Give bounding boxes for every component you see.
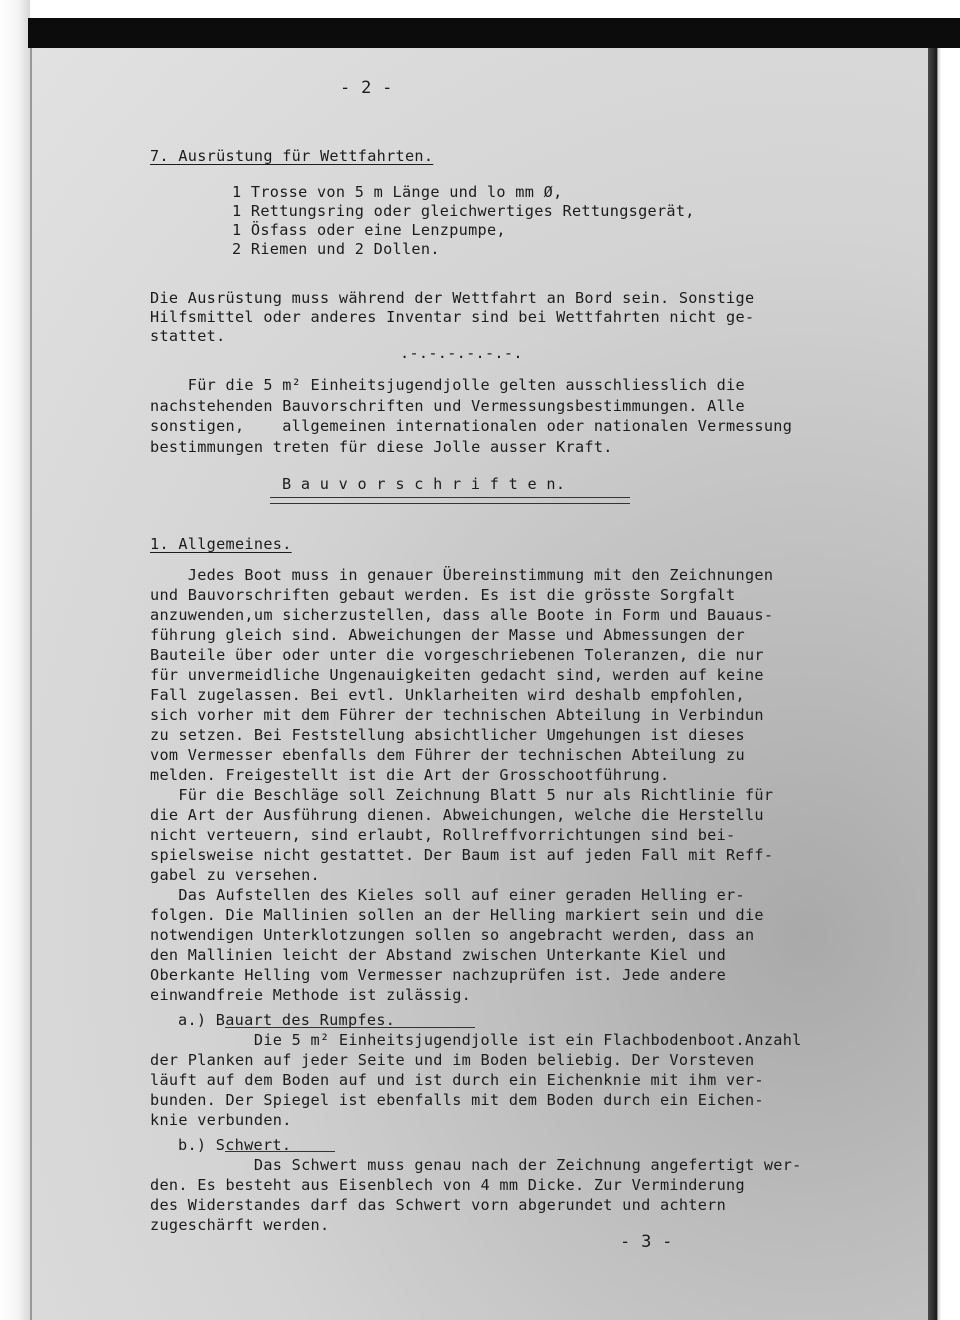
- sub-b-text-line: den. Es besteht aus Eisenblech von 4 mm Dicke. Zur Verminderung: [150, 1176, 745, 1194]
- sub-a-text-line: bunden. Der Spiegel ist ebenfalls mit dem Boden durch ein Eichen-: [150, 1091, 764, 1109]
- section-7-text-line: Hilfsmittel oder anderes Inventar sind bei Wettfahrten nicht ge-: [150, 308, 755, 326]
- section-1-text-line: Bauteile über oder unter die vorgeschriebenen Toleranzen, die nur: [150, 646, 764, 664]
- page-right-edge: [928, 36, 950, 1320]
- equipment-item: 1 Trosse von 5 m Länge und lo mm Ø,: [232, 183, 563, 201]
- fittings-text-line: gabel zu versehen.: [150, 866, 320, 884]
- section-1-text-line: melden. Freigestellt ist die Art der Grosschootführung.: [150, 766, 670, 784]
- equipment-item: 2 Riemen und 2 Dollen.: [232, 240, 440, 258]
- sub-a-text-line: Die 5 m² Einheitsjugendjolle ist ein Flachbodenboot.Anzahl: [150, 1031, 802, 1049]
- sub-a-text-line: der Planken auf jeder Seite und im Boden beliebig. Der Vorsteven: [150, 1051, 755, 1069]
- sub-a-text-line: läuft auf dem Boden auf und ist durch ein Eichenknie mit ihm ver-: [150, 1071, 764, 1089]
- section-1-text-line: vom Vermesser ebenfalls dem Führer der technischen Abteilung zu: [150, 746, 745, 764]
- sub-b-underline: [225, 1151, 335, 1152]
- keel-text-line: den Mallinien leicht der Abstand zwischen Unterkante Kiel und: [150, 946, 727, 964]
- next-page-marker: - 3 -: [620, 1232, 673, 1252]
- sub-b-heading: b.) Schwert.: [178, 1136, 292, 1154]
- section-1-text-line: führung gleich sind. Abweichungen der Masse und Abmessungen der: [150, 626, 745, 644]
- equipment-item: 1 Ösfass oder eine Lenzpumpe,: [232, 221, 506, 239]
- fittings-text-line: spielsweise nicht gestattet. Der Baum ist auf jeden Fall mit Reff-: [150, 846, 774, 864]
- section-1-text-line: zu setzen. Bei Feststellung absichtlicher Umgehungen ist dieses: [150, 726, 745, 744]
- page-number: - 2 -: [340, 78, 393, 98]
- sub-a-heading: a.) Bauart des Rumpfes.: [178, 1011, 396, 1029]
- section-1-text-line: und Bauvorschriften gebaut werden. Es ist die grösste Sorgfalt: [150, 586, 736, 604]
- equipment-item: 1 Rettungsring oder gleichwertiges Rettungsgerät,: [232, 202, 695, 220]
- sub-b-text-line: Das Schwert muss genau nach der Zeichnung angefertigt wer-: [150, 1156, 802, 1174]
- sub-a-text-line: knie verbunden.: [150, 1111, 292, 1129]
- keel-text-line: notwendigen Unterklotzungen sollen so angebracht werden, dass an: [150, 926, 755, 944]
- section-1-text-line: Fall zugelassen. Bei evtl. Unklarheiten wird deshalb empfohlen,: [150, 686, 745, 704]
- section-1-text-line: anzuwenden,um sicherzustellen, dass alle Boote in Form und Bauaus-: [150, 606, 774, 624]
- keel-text-line: folgen. Die Mallinien sollen an der Helling markiert sein und die: [150, 906, 764, 924]
- scan-left-margin: [0, 0, 30, 1320]
- title-double-underline: [270, 497, 630, 504]
- scan-top-border: [28, 18, 960, 48]
- keel-text-line: Oberkante Helling vom Vermesser nachzuprüfen ist. Jede andere: [150, 966, 727, 984]
- section-7-heading: 7. Ausrüstung für Wettfahrten.: [150, 147, 434, 165]
- section-1-heading: 1. Allgemeines.: [150, 535, 292, 553]
- sub-b-text-line: des Widerstandes darf das Schwert vorn abgerundet und achtern: [150, 1196, 727, 1214]
- fittings-text-line: die Art der Ausführung dienen. Abweichungen, welche die Herstellu: [150, 806, 764, 824]
- fittings-text-line: Für die Beschläge soll Zeichnung Blatt 5 nur als Richtlinie für: [150, 786, 774, 804]
- section-7-text-line: stattet.: [150, 327, 226, 345]
- keel-text-line: einwandfreie Methode ist zulässig.: [150, 986, 472, 1004]
- intro-text-line: nachstehenden Bauvorschriften und Vermessungsbestimmungen. Alle: [150, 397, 745, 415]
- section-1-text-line: für unvermeidliche Ungenauigkeiten gedacht sind, werden auf keine: [150, 666, 764, 684]
- bauvorschriften-title: B a u v o r s c h r i f t e n.: [282, 475, 566, 493]
- sub-a-underline: [225, 1027, 475, 1028]
- fittings-text-line: nicht verteuern, sind erlaubt, Rollreffvorrichtungen sind bei-: [150, 826, 736, 844]
- separator-line: .-.-.-.-.-.-.: [400, 344, 523, 362]
- keel-text-line: Das Aufstellen des Kieles soll auf einer geraden Helling er-: [150, 886, 745, 904]
- section-1-text-line: Jedes Boot muss in genauer Übereinstimmung mit den Zeichnungen: [150, 566, 774, 584]
- section-7-text-line: Die Ausrüstung muss während der Wettfahrt an Bord sein. Sonstige: [150, 289, 755, 307]
- intro-text-line: Für die 5 m² Einheitsjugendjolle gelten ausschliesslich die: [150, 376, 745, 394]
- sub-b-text-line: zugeschärft werden.: [150, 1216, 330, 1234]
- intro-text-line: sonstigen, allgemeinen internationalen oder nationalen Vermessung: [150, 417, 793, 435]
- section-1-text-line: sich vorher mit dem Führer der technischen Abteilung in Verbindun: [150, 706, 764, 724]
- intro-text-line: bestimmungen treten für diese Jolle ausser Kraft.: [150, 438, 613, 456]
